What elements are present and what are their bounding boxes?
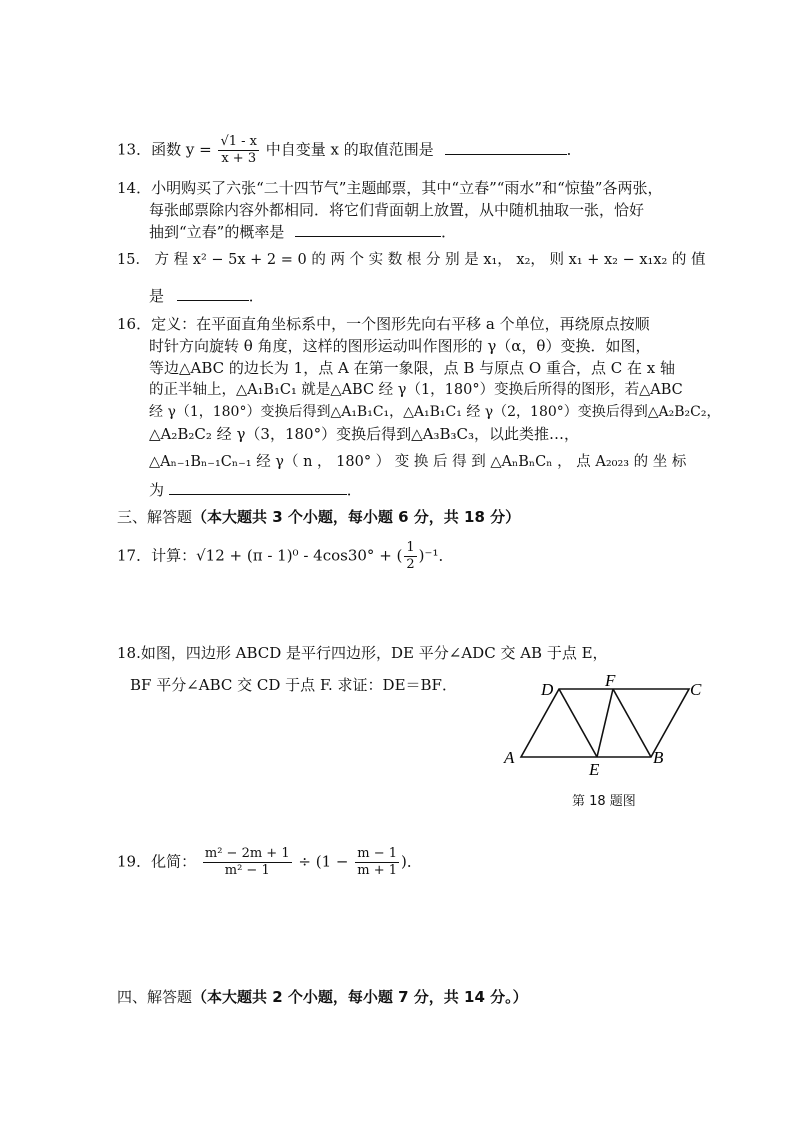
label-B: B (653, 748, 664, 767)
question-13: 13．函数 y = $\frac{√1 - x}{x + 3}$ 中自变量 x 的取值范围是 ． (117, 134, 582, 166)
q19-suffix: )． (401, 852, 422, 871)
q13-prefix: 13．函数 y = (117, 140, 212, 159)
q19-prefix: 19．化简： (117, 852, 197, 871)
q14-answer-blank[interactable] (295, 222, 441, 237)
section-4-detail: （本大题共 2 个小题，每小题 7 分，共 14 分。） (192, 988, 528, 1006)
segment-EF (597, 689, 613, 757)
question-14-line3: 抽到“立春”的概率是 ． (149, 223, 457, 241)
q19-den-2: m + 1 (357, 863, 398, 878)
question-17 (117, 540, 453, 573)
q16-line7: △Aₙ₋₁Bₙ₋₁Cₙ₋₁ 经 γ（ n ， 180° ） 变 换 后 得 到 △AₙBₙCₙ ， 点 A₂₀₂₃ 的 坐 标 (149, 454, 687, 470)
q16-line4: 的正半轴上，△A₁B₁C₁ 就是△ABC 经 γ（1，180°）变换后所得的图形，若△ABC (149, 382, 683, 398)
q15-line1: 15． 方 程 x² − 5x + 2 = 0 的 两 个 实 数 根 分 别 是 x₁， x₂， 则 x₁ + x₂ − x₁x₂ 的 值 (117, 252, 706, 268)
q17-frac-num: 1 (406, 540, 415, 555)
q17-expression: √12 + (π - 1)⁰ - 4cos30° + ( (196, 546, 403, 565)
q15-answer-blank[interactable] (177, 286, 249, 301)
section-3-label: 三、解答题 (117, 508, 193, 526)
q16-line2: 时针方向旋转 θ 角度，这样的图形运动叫作图形的 γ（α，θ）变换．如图， (149, 337, 651, 355)
q16-line3: 等边△ABC 的边长为 1，点 A 在第一象限，点 B 与原点 O 重合，点 C 在 x 轴 (149, 359, 675, 377)
segment-BF (613, 689, 651, 757)
question-15-line2: 是 ． (149, 287, 264, 305)
label-E: E (589, 760, 600, 779)
q15-line2: 是 (149, 287, 165, 305)
q18-line1: 18.如图，四边形 ABCD 是平行四边形，DE 平分∠ADC 交 AB 于点 E， (117, 644, 608, 662)
label-A: A (504, 748, 515, 767)
section-3-detail: （本大题共 3 个小题，每小题 6 分，共 18 分） (192, 508, 521, 526)
q13-denominator: x + 3 (221, 151, 257, 166)
q13-answer-blank[interactable] (445, 140, 567, 155)
question-19 (117, 846, 422, 879)
question-16-line8: 为 ． (149, 481, 362, 499)
q19-num-1: m² − 2m + 1 (204, 846, 290, 861)
q19-mid: ÷ (1 − (298, 852, 349, 871)
q17-suffix: )⁻¹． (418, 546, 454, 565)
q13-numerator: √1 - x (220, 134, 257, 149)
q13-fraction (218, 134, 259, 167)
q14-line1: 14．小明购买了六张“二十四节气”主题邮票，其中“立春”“雨水”和“惊蛰”各两张， (117, 179, 663, 197)
q19-den-1: m² − 1 (224, 863, 270, 878)
q14-line2: 每张邮票除内容外都相同．将它们背面朝上放置，从中随机抽取一张，恰好 (149, 201, 645, 219)
q13-suffix: 中自变量 x 的取值范围是 (265, 140, 434, 159)
q19-num-2: m − 1 (357, 846, 398, 861)
label-F: F (605, 671, 616, 690)
label-C: C (690, 680, 702, 699)
q16-line5: 经 γ（1，180°）变换后得到△A₁B₁C₁，△A₁B₁C₁ 经 γ（2，180°）变换后得到△A₂B₂C₂， (149, 404, 721, 420)
section-3-heading (117, 507, 520, 527)
q14-line3: 抽到“立春”的概率是 (149, 223, 285, 241)
q19-fraction-1 (203, 846, 292, 879)
q16-line8: 为 (149, 481, 165, 499)
q18-caption: 第 18 题图 (572, 794, 636, 809)
section-4-label: 四、解答题 (117, 988, 193, 1006)
q16-answer-blank[interactable] (169, 480, 347, 495)
segment-DE (559, 689, 597, 757)
q18-line2: BF 平分∠ABC 交 CD 于点 F. 求证：DE＝BF． (130, 676, 457, 694)
section-4-heading (117, 987, 528, 1007)
q17-fraction (404, 540, 416, 573)
q19-fraction-2 (355, 846, 399, 879)
q18-parallelogram-figure (500, 670, 730, 780)
q17-prefix: 17．计算： (117, 546, 197, 565)
q16-line1: 16．定义：在平面直角坐标系中，一个图形先向右平移 a 个单位，再绕原点按顺 (117, 315, 650, 333)
label-D: D (541, 680, 554, 699)
q16-line6: △A₂B₂C₂ 经 γ（3，180°）变换后得到△A₃B₃C₃，以此类推…， (149, 425, 579, 443)
q17-frac-den: 2 (406, 557, 415, 572)
